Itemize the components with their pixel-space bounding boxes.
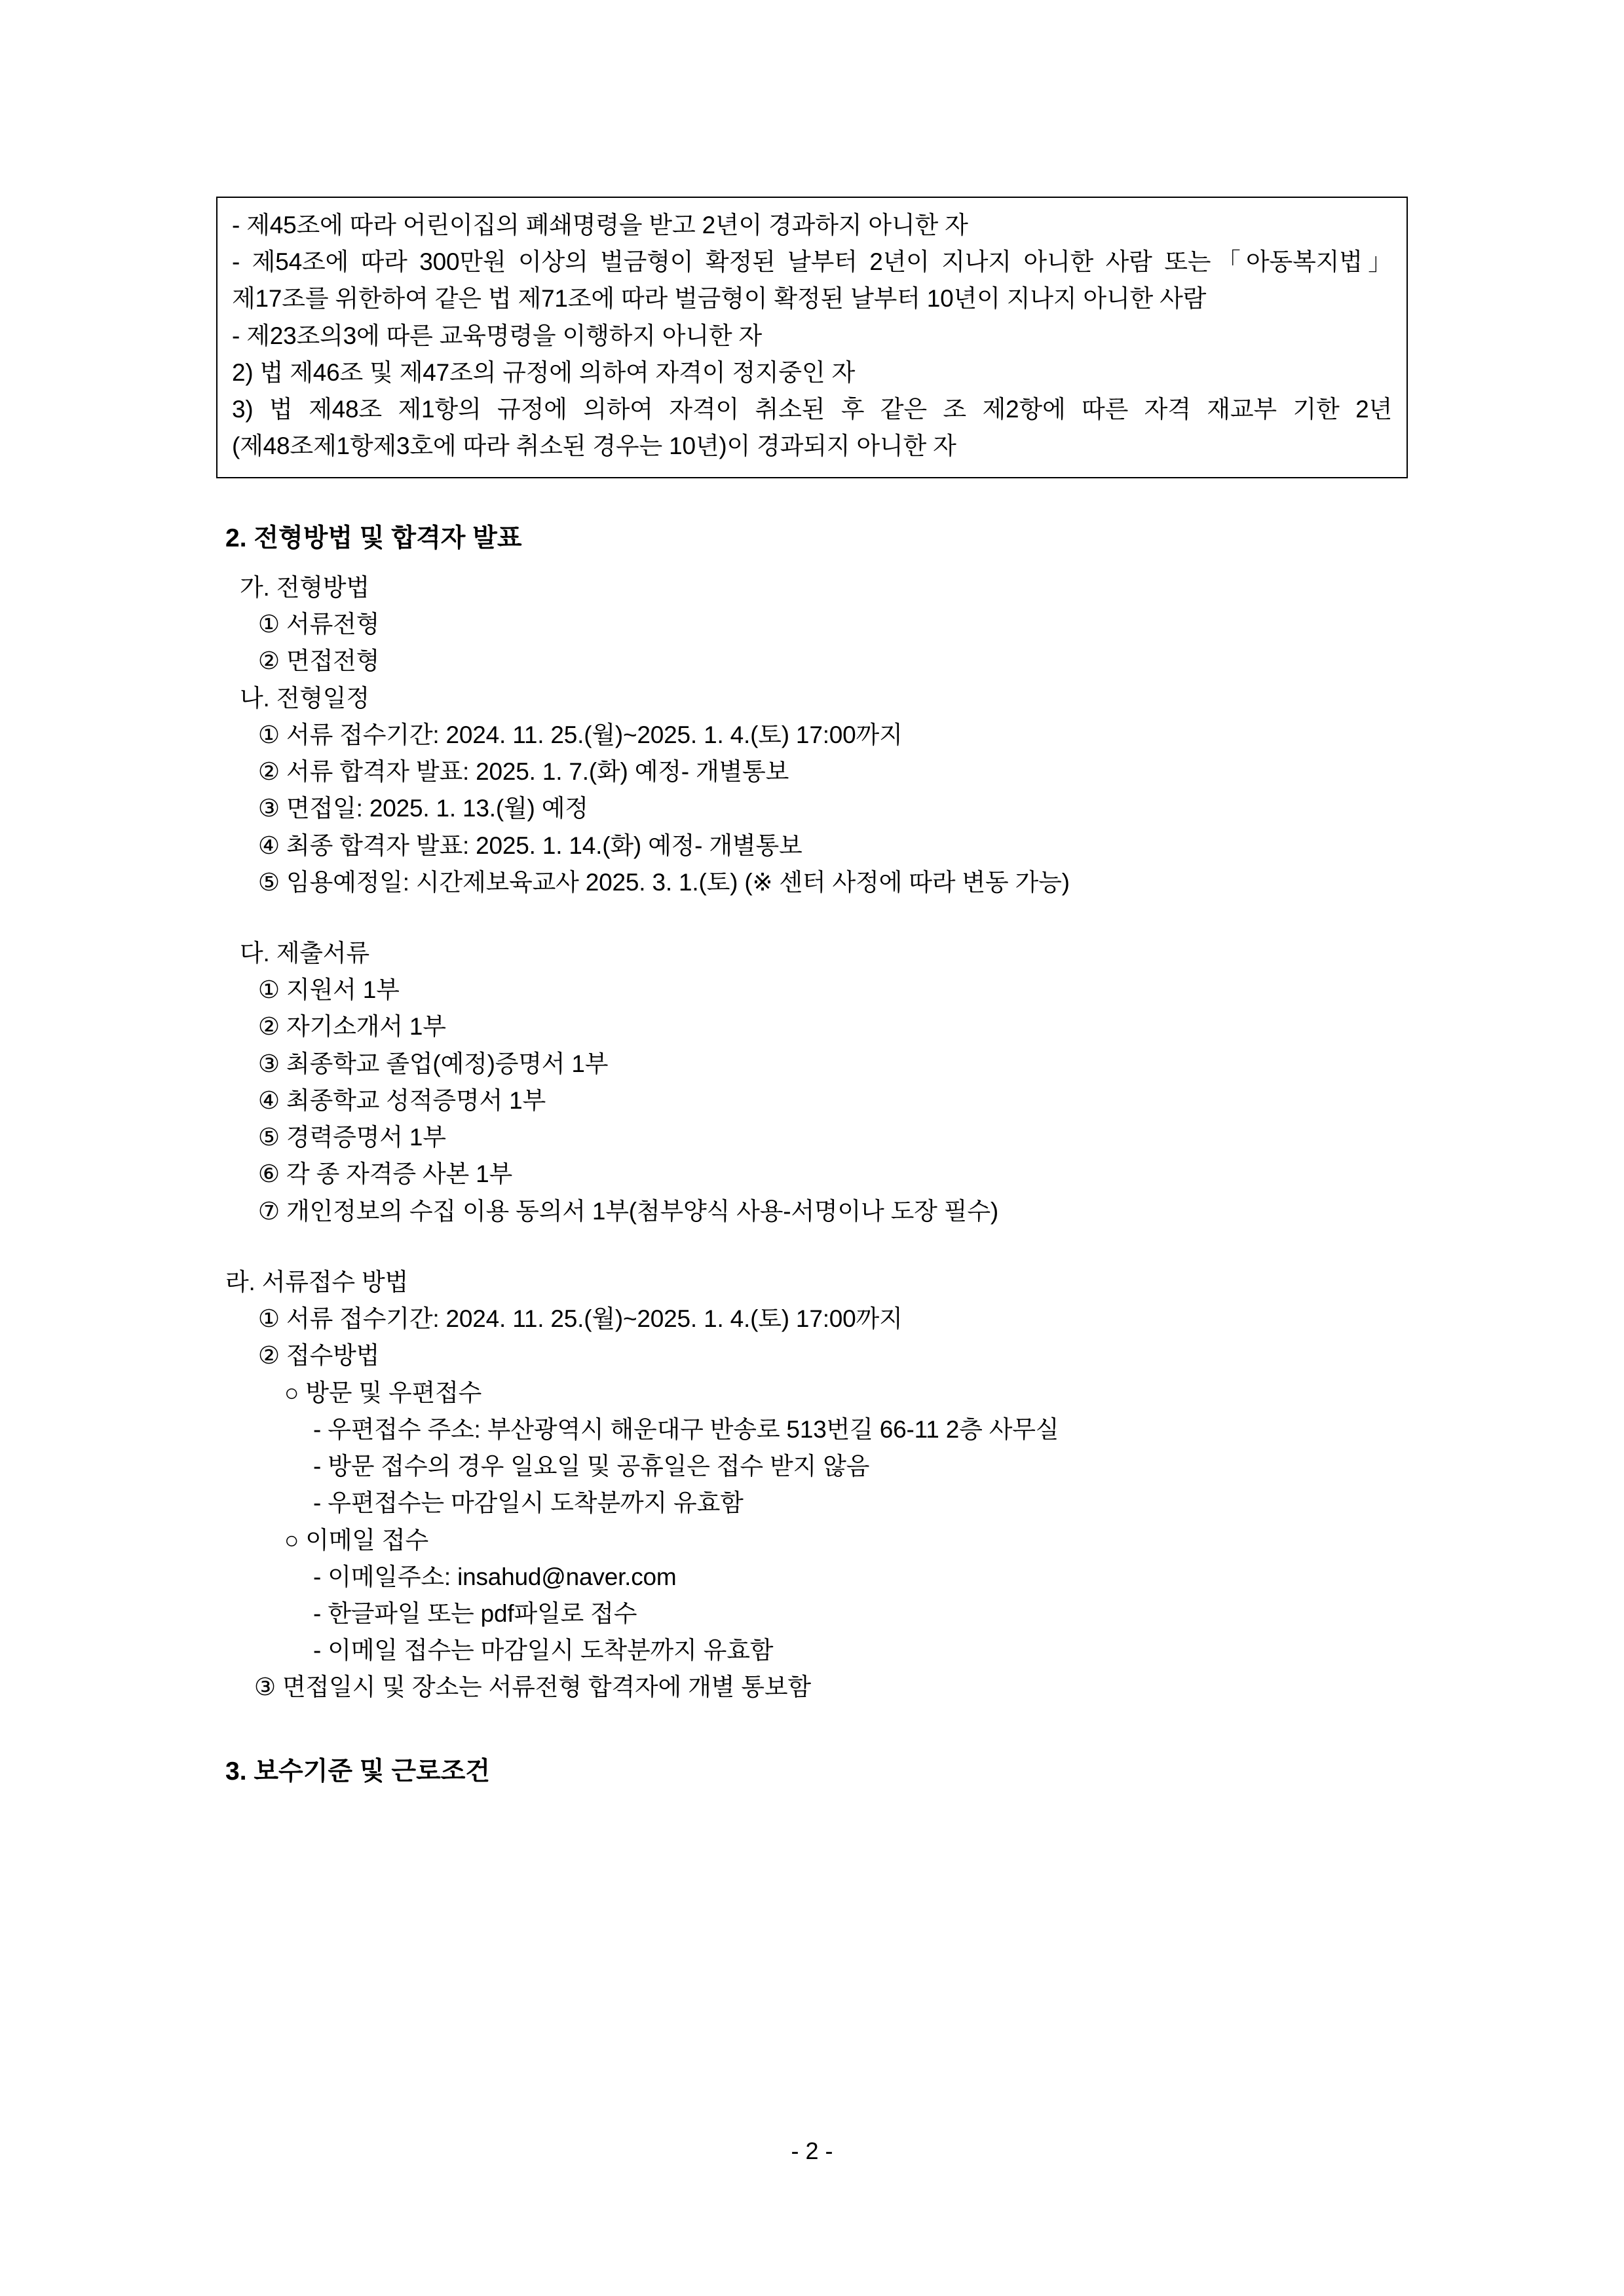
spacer (216, 901, 1408, 935)
list-item: ② 서류 합격자 발표: 2025. 1. 7.(화) 예정- 개별통보 (258, 758, 789, 786)
list-item: - 우편접수는 마감일시 도착분까지 유효함 (313, 1489, 744, 1517)
box-line: - 제54조에 따라 300만원 이상의 벌금형이 확정된 날부터 2년이 지나지 아니한 사람 또는「아동복지법」제17조를 위한하여 같은 법 제71조에 따라 벌금형이 확정된 날부터 10년이 지나지 아니한 사람 (232, 248, 1392, 313)
box-line: 3) 법 제48조 제1항의 규정에 의하여 자격이 취소된 후 같은 조 제2항에 따른 자격 재교부 기한 2년(제48조제1항제3호에 따라 취소된 경우는 10년)이 경과되지 아니한 자 (232, 396, 1392, 460)
list-item: ① 지원서 1부 (258, 976, 400, 1004)
subsection-ga-label: 가. 전형방법 (240, 573, 369, 601)
list-item: ⑦ 개인정보의 수집 이용 동의서 1부(첨부양식 사용-서명이나 도장 필수) (258, 1197, 998, 1225)
list-item: ⑥ 각 종 자격증 사본 1부 (258, 1160, 513, 1188)
box-line: - 제45조에 따라 어린이집의 폐쇄명령을 받고 2년이 경과하지 아니한 자 (232, 212, 968, 239)
list-item: ① 서류 접수기간: 2024. 11. 25.(월)~2025. 1. 4.(토) 17:00까지 (258, 1305, 903, 1333)
list-item: ① 서류 접수기간: 2024. 11. 25.(월)~2025. 1. 4.(토) 17:00까지 (258, 721, 903, 748)
list-item: ③ 최종학교 졸업(예정)증명서 1부 (258, 1050, 609, 1077)
spacer (216, 1230, 1408, 1264)
list-item: ④ 최종학교 성적증명서 1부 (258, 1086, 546, 1114)
list-item: - 이메일주소: insahud@naver.com (313, 1563, 677, 1590)
list-item: - 이메일 접수는 마감일시 도착분까지 유효함 (313, 1637, 774, 1664)
subsection-ra-label: 라. 서류접수 방법 (225, 1268, 409, 1295)
subsection-da-label: 다. 제출서류 (240, 940, 369, 967)
section-heading-3: 3. 보수기준 및 근로조건 (225, 1757, 491, 1786)
list-item: - 우편접수 주소: 부산광역시 해운대구 반송로 513번길 66-11 2층 사무실 (313, 1415, 1059, 1443)
list-item: ② 면접전형 (258, 647, 380, 675)
receipt-email-label: ○ 이메일 접수 (284, 1526, 429, 1554)
list-item: ⑤ 경력증명서 1부 (258, 1124, 446, 1151)
list-item: ① 서류전형 (258, 611, 380, 638)
list-item: ② 접수방법 (258, 1342, 380, 1369)
document-body (216, 197, 1408, 1791)
box-line: 2) 법 제46조 및 제47조의 규정에 의하여 자격이 정지중인 자 (232, 358, 856, 386)
list-item: ④ 최종 합격자 발표: 2025. 1. 14.(화) 예정- 개별통보 (258, 832, 803, 859)
subsection-na-label: 나. 전형일정 (240, 684, 369, 712)
list-item: ② 자기소개서 1부 (258, 1013, 446, 1041)
list-item: ③ 면접일: 2025. 1. 13.(월) 예정 (258, 795, 588, 822)
page-number: - 2 - (791, 2137, 833, 2164)
list-item: ③ 면접일시 및 장소는 서류전형 합격자에 개별 통보함 (254, 1674, 811, 1701)
list-item: - 한글파일 또는 pdf파일로 접수 (313, 1600, 637, 1627)
section-heading-2: 2. 전형방법 및 합격자 발표 (225, 524, 522, 552)
receipt-visit-label: ○ 방문 및 우편접수 (284, 1379, 482, 1406)
list-item: ⑤ 임용예정일: 시간제보육교사 2025. 3. 1.(토) (※ 센터 사정에 따라 변동 가능) (258, 868, 1070, 896)
list-item: - 방문 접수의 경우 일요일 및 공휴일은 접수 받지 않음 (313, 1453, 870, 1480)
box-line: - 제23조의3에 따른 교육명령을 이행하지 아니한 자 (232, 322, 763, 349)
eligibility-exclusion-box (216, 197, 1408, 478)
